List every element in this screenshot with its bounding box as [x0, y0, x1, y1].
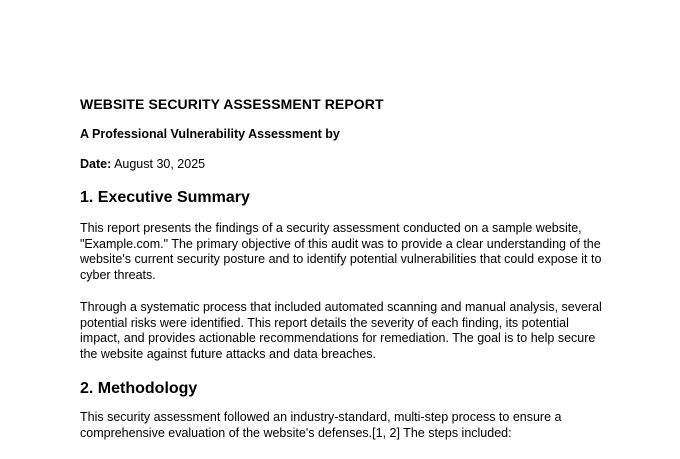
paragraph-line: This security assessment followed an industry-standard, multi-step process to ensure a [80, 410, 562, 424]
paragraph-line: website's current security posture and to identify potential vulnerabilities that could expose it to [80, 252, 602, 266]
executive-summary-paragraph-2 [80, 300, 600, 362]
date-label: Date: [80, 157, 112, 171]
paragraph-line: impact, and provides actionable recommendations for remediation. The goal is to help secure [80, 331, 596, 345]
paragraph-line: comprehensive evaluation of the website's defenses.[1, 2] The steps included: [80, 425, 512, 440]
paragraph-line: cyber threats. [80, 267, 156, 282]
paragraph-line: potential risks were identified. This report details the severity of each finding, its potential [80, 315, 569, 330]
date-value: August 30, 2025 [114, 157, 206, 171]
executive-summary-heading: 1. Executive Summary [80, 189, 250, 206]
document-subtitle: A Professional Vulnerability Assessment by [80, 127, 340, 141]
methodology-heading: 2. Methodology [80, 380, 198, 397]
paragraph-line: the website against future attacks and data breaches. [80, 346, 377, 361]
date-line [80, 157, 205, 172]
executive-summary-paragraph-1 [80, 221, 600, 283]
paragraph-line: This report presents the findings of a security assessment conducted on a sample website, [80, 221, 582, 235]
paragraph-line: Through a systematic process that included automated scanning and manual analysis, several [80, 300, 602, 314]
document-title: WEBSITE SECURITY ASSESSMENT REPORT [80, 96, 384, 112]
paragraph-line: "Example.com." The primary objective of this audit was to provide a clear understanding of the [80, 236, 601, 251]
methodology-paragraph-1 [80, 410, 600, 441]
